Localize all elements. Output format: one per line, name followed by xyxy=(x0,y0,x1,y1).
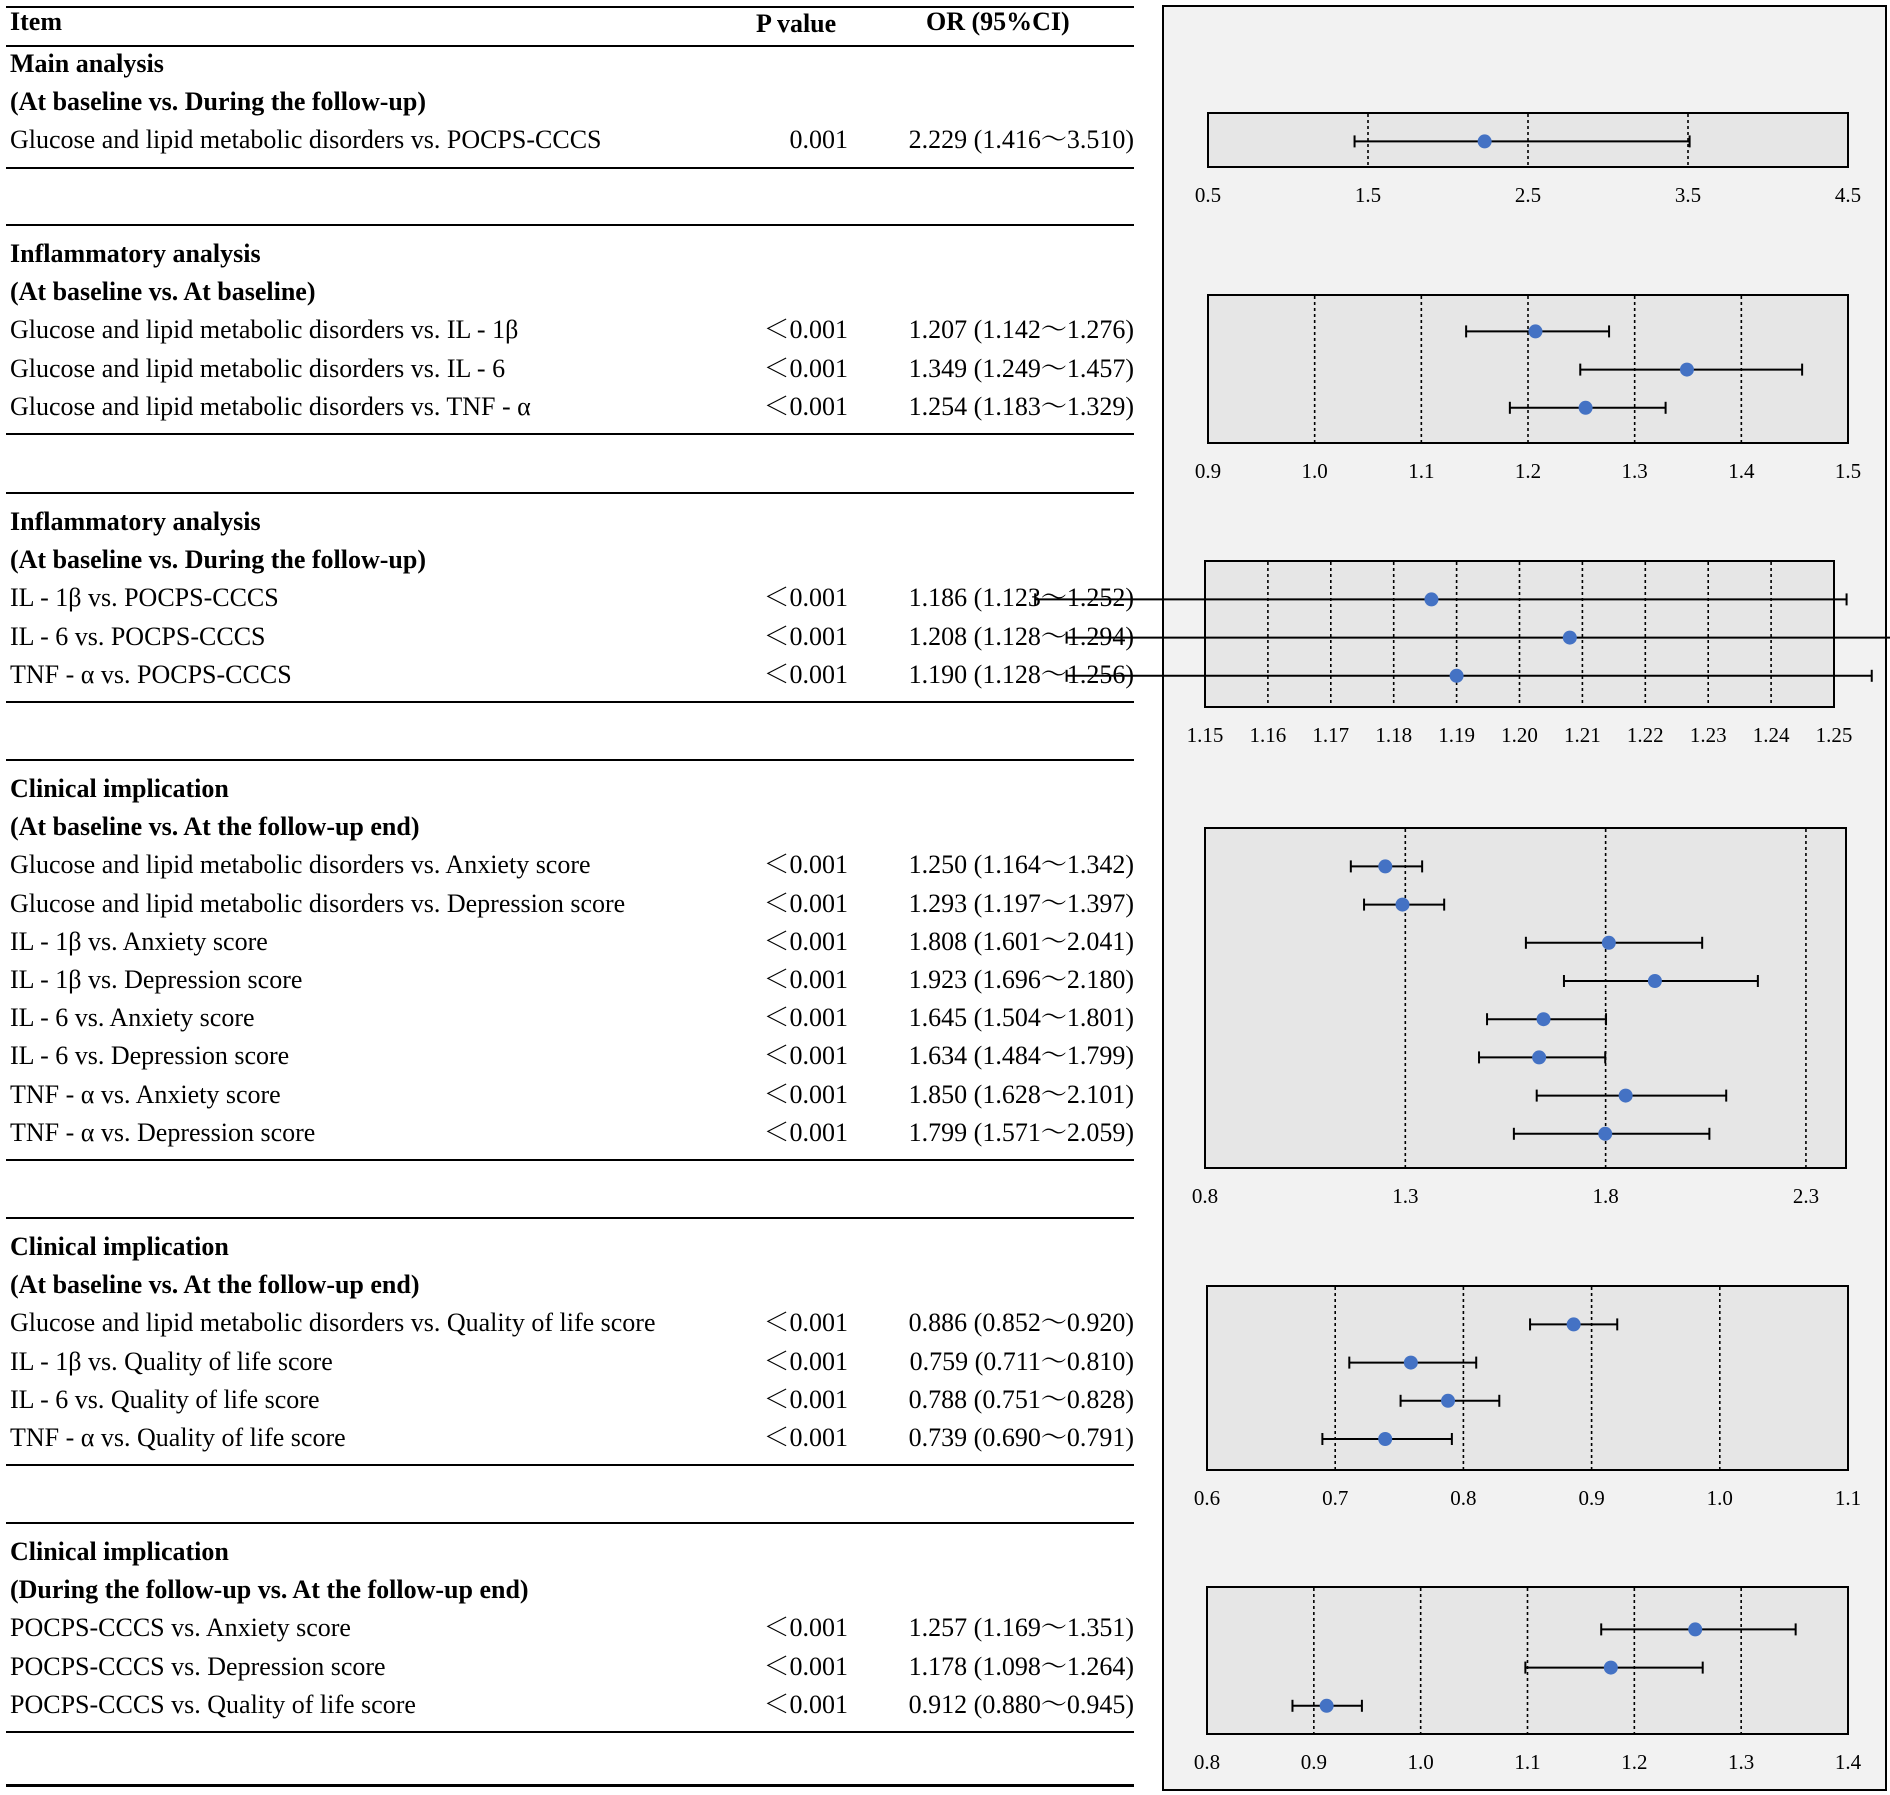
row-label: IL - 1β vs. Anxiety score xyxy=(10,926,268,956)
section-subtitle: (At baseline vs. At the follow-up end) xyxy=(10,1270,420,1300)
tick-label: 1.3 xyxy=(1728,1750,1755,1774)
section-title: Clinical implication xyxy=(10,1537,229,1566)
row-or-ci: 0.759 (0.711～0.810) xyxy=(909,1346,1134,1376)
or-point xyxy=(1563,631,1577,645)
tick-label: 1.2 xyxy=(1514,459,1542,483)
row-or-ci: 1.207 (1.142～1.276) xyxy=(908,315,1134,345)
row-or-ci: 1.634 (1.484～1.799) xyxy=(908,1041,1134,1071)
section-subtitle: (At baseline vs. During the follow-up) xyxy=(10,545,427,575)
section-title: Clinical implication xyxy=(10,1232,229,1261)
row-p-value: ＜0.001 xyxy=(763,1423,848,1452)
row-label: TNF - α vs. Anxiety score xyxy=(10,1079,281,1109)
row-label: Glucose and lipid metabolic disorders vs. Quality of life score xyxy=(10,1308,656,1338)
row-label: IL - 1β vs. Depression score xyxy=(10,965,303,994)
tick-label: 1.1 xyxy=(1408,459,1435,483)
row-label: Glucose and lipid metabolic disorders vs. TNF - α xyxy=(10,391,531,421)
row-label: TNF - α vs. Quality of life score xyxy=(10,1423,346,1452)
or-point xyxy=(1378,859,1392,873)
tick-label: 1.1 xyxy=(1834,1486,1862,1510)
row-label: Glucose and lipid metabolic disorders vs. Depression score xyxy=(10,888,626,918)
tick-label: 0.9 xyxy=(1300,1750,1327,1774)
row-p-value: ＜0.001 xyxy=(763,1384,848,1414)
or-point xyxy=(1478,134,1492,148)
row-label: Glucose and lipid metabolic disorders vs. IL - 1β xyxy=(10,315,519,345)
row-or-ci: 0.739 (0.690～0.791) xyxy=(908,1423,1134,1452)
row-p-value: ＜0.001 xyxy=(763,1041,848,1071)
row-or-ci: 1.186 (1.123～1.252) xyxy=(908,583,1134,613)
section-subtitle: (At baseline vs. At the follow-up end) xyxy=(10,812,420,842)
row-p-value: ＜0.001 xyxy=(763,1651,848,1681)
row-label: IL - 1β vs. Quality of life score xyxy=(10,1346,333,1376)
row-p-value: ＜0.001 xyxy=(763,659,848,689)
header-item: Item xyxy=(10,7,62,36)
section-title: Inflammatory analysis xyxy=(10,507,261,536)
row-p-value: ＜0.001 xyxy=(763,1003,848,1033)
row-or-ci: 1.250 (1.164～1.342) xyxy=(908,850,1134,880)
tick-label: 1.17 xyxy=(1312,723,1350,747)
row-label: POCPS-CCCS vs. Quality of life score xyxy=(10,1689,416,1719)
tick-label: 1.22 xyxy=(1626,723,1664,747)
plot-area xyxy=(1205,828,1846,1168)
or-point xyxy=(1441,1394,1455,1408)
row-or-ci: 1.190 (1.128～1.256) xyxy=(908,659,1134,689)
tick-label: 1.3 xyxy=(1621,459,1648,483)
tick-label: 0.8 xyxy=(1450,1486,1477,1510)
tick-label: 0.9 xyxy=(1578,1486,1605,1510)
row-or-ci: 1.293 (1.197～1.397) xyxy=(908,888,1134,918)
section-title: Inflammatory analysis xyxy=(10,239,261,268)
row-or-ci: 1.645 (1.504～1.801) xyxy=(908,1003,1134,1033)
row-or-ci: 1.799 (1.571～2.059) xyxy=(908,1117,1134,1147)
tick-label: 1.18 xyxy=(1375,723,1413,747)
or-point xyxy=(1320,1699,1334,1713)
row-p-value: ＜0.001 xyxy=(763,1117,848,1147)
row-label: Glucose and lipid metabolic disorders vs. POCPS-CCCS xyxy=(10,125,602,155)
tick-label: 1.2 xyxy=(1621,1750,1648,1774)
tick-label: 1.0 xyxy=(1706,1486,1733,1510)
row-p-value: ＜0.001 xyxy=(763,1079,848,1109)
row-p-value: ＜0.001 xyxy=(763,621,848,651)
or-point xyxy=(1688,1622,1702,1636)
tick-label: 1.25 xyxy=(1815,723,1853,747)
row-p-value: ＜0.001 xyxy=(763,1346,848,1376)
row-p-value: ＜0.001 xyxy=(763,1308,848,1338)
tick-label: 0.5 xyxy=(1194,183,1222,207)
section-title: Main analysis xyxy=(10,49,164,78)
or-point xyxy=(1404,1356,1418,1370)
tick-label: 1.0 xyxy=(1301,459,1328,483)
or-point xyxy=(1450,669,1464,683)
row-or-ci: 0.886 (0.852～0.920) xyxy=(908,1308,1134,1338)
section-subtitle: (At baseline vs. At baseline) xyxy=(10,277,316,307)
tick-label: 1.8 xyxy=(1592,1184,1619,1208)
row-p-value: ＜0.001 xyxy=(763,1613,848,1643)
tick-label: 0.6 xyxy=(1193,1486,1221,1510)
row-or-ci: 1.349 (1.249～1.457) xyxy=(908,353,1134,383)
or-point xyxy=(1680,363,1694,377)
row-label: IL - 6 vs. Depression score xyxy=(10,1041,290,1071)
or-point xyxy=(1567,1317,1581,1331)
row-p-value: ＜0.001 xyxy=(763,926,848,956)
row-label: IL - 6 vs. Anxiety score xyxy=(10,1003,255,1033)
row-p-value: ＜0.001 xyxy=(763,888,848,918)
row-or-ci: 1.923 (1.696～2.180) xyxy=(908,965,1134,994)
row-p-value: ＜0.001 xyxy=(763,391,848,421)
row-or-ci: 1.208 (1.128～1.294) xyxy=(908,621,1134,651)
row-p-value: ＜0.001 xyxy=(763,965,848,994)
tick-label: 4.5 xyxy=(1834,183,1862,207)
or-point xyxy=(1619,1089,1633,1103)
section-subtitle: (During the follow-up vs. At the follow-up end) xyxy=(10,1575,529,1605)
tick-label: 1.24 xyxy=(1752,723,1790,747)
tick-label: 1.4 xyxy=(1834,1750,1862,1774)
tick-label: 1.3 xyxy=(1392,1184,1419,1208)
tick-label: 1.1 xyxy=(1514,1750,1541,1774)
tick-label: 1.0 xyxy=(1407,1750,1434,1774)
row-or-ci: 2.229 (1.416～3.510) xyxy=(908,125,1134,155)
or-point xyxy=(1396,898,1410,912)
header-p-value: P value xyxy=(756,9,837,38)
row-or-ci: 1.850 (1.628～2.101) xyxy=(908,1079,1134,1109)
row-or-ci: 0.912 (0.880～0.945) xyxy=(908,1689,1134,1719)
row-label: IL - 6 vs. POCPS-CCCS xyxy=(10,621,266,651)
row-label: TNF - α vs. POCPS-CCCS xyxy=(10,659,292,689)
or-point xyxy=(1528,324,1542,338)
tick-label: 1.20 xyxy=(1501,723,1538,747)
tick-label: 1.5 xyxy=(1354,183,1382,207)
row-p-value: ＜0.001 xyxy=(763,850,848,880)
row-label: IL - 6 vs. Quality of life score xyxy=(10,1384,320,1414)
or-point xyxy=(1532,1050,1546,1064)
row-label: POCPS-CCCS vs. Anxiety score xyxy=(10,1613,351,1643)
row-or-ci: 1.257 (1.169～1.351) xyxy=(908,1613,1134,1643)
tick-label: 3.5 xyxy=(1674,183,1702,207)
tick-label: 0.8 xyxy=(1191,1184,1219,1208)
tick-label: 0.8 xyxy=(1193,1750,1221,1774)
row-label: Glucose and lipid metabolic disorders vs. IL - 6 xyxy=(10,353,506,383)
row-or-ci: 1.178 (1.098～1.264) xyxy=(908,1651,1134,1681)
tick-label: 1.16 xyxy=(1249,723,1287,747)
row-p-value: ＜0.001 xyxy=(763,353,848,383)
row-or-ci: 1.808 (1.601～2.041) xyxy=(908,926,1134,956)
tick-label: 1.23 xyxy=(1689,723,1727,747)
tick-label: 1.15 xyxy=(1186,723,1224,747)
row-or-ci: 0.788 (0.751～0.828) xyxy=(908,1384,1134,1414)
tick-label: 2.3 xyxy=(1792,1184,1820,1208)
or-point xyxy=(1602,936,1616,950)
tick-label: 1.19 xyxy=(1438,723,1475,747)
row-label: Glucose and lipid metabolic disorders vs. Anxiety score xyxy=(10,850,591,880)
row-p-value: ＜0.001 xyxy=(763,315,848,345)
row-or-ci: 1.254 (1.183～1.329) xyxy=(908,391,1134,421)
or-point xyxy=(1424,592,1438,606)
header-or-ci: OR (95%CI) xyxy=(926,7,1070,36)
row-label: TNF - α vs. Depression score xyxy=(10,1117,316,1147)
plot-area xyxy=(1207,1286,1848,1470)
forest-plot xyxy=(1192,828,1846,1208)
row-label: POCPS-CCCS vs. Depression score xyxy=(10,1651,386,1681)
row-label: IL - 1β vs. POCPS-CCCS xyxy=(10,583,279,613)
tick-label: 1.21 xyxy=(1564,723,1601,747)
row-p-value: 0.001 xyxy=(789,125,848,155)
or-point xyxy=(1537,1012,1551,1026)
or-point xyxy=(1598,1127,1612,1141)
or-point xyxy=(1604,1661,1618,1675)
tick-label: 1.4 xyxy=(1728,459,1755,483)
tick-label: 2.5 xyxy=(1514,183,1542,207)
or-point xyxy=(1648,974,1662,988)
section-title: Clinical implication xyxy=(10,774,229,803)
section-subtitle: (At baseline vs. During the follow-up) xyxy=(10,87,427,117)
or-point xyxy=(1579,401,1593,415)
tick-label: 0.9 xyxy=(1194,459,1222,483)
row-p-value: ＜0.001 xyxy=(763,583,848,613)
tick-label: 1.5 xyxy=(1834,459,1862,483)
row-p-value: ＜0.001 xyxy=(763,1689,848,1719)
or-point xyxy=(1378,1432,1392,1446)
tick-label: 0.7 xyxy=(1322,1486,1349,1510)
